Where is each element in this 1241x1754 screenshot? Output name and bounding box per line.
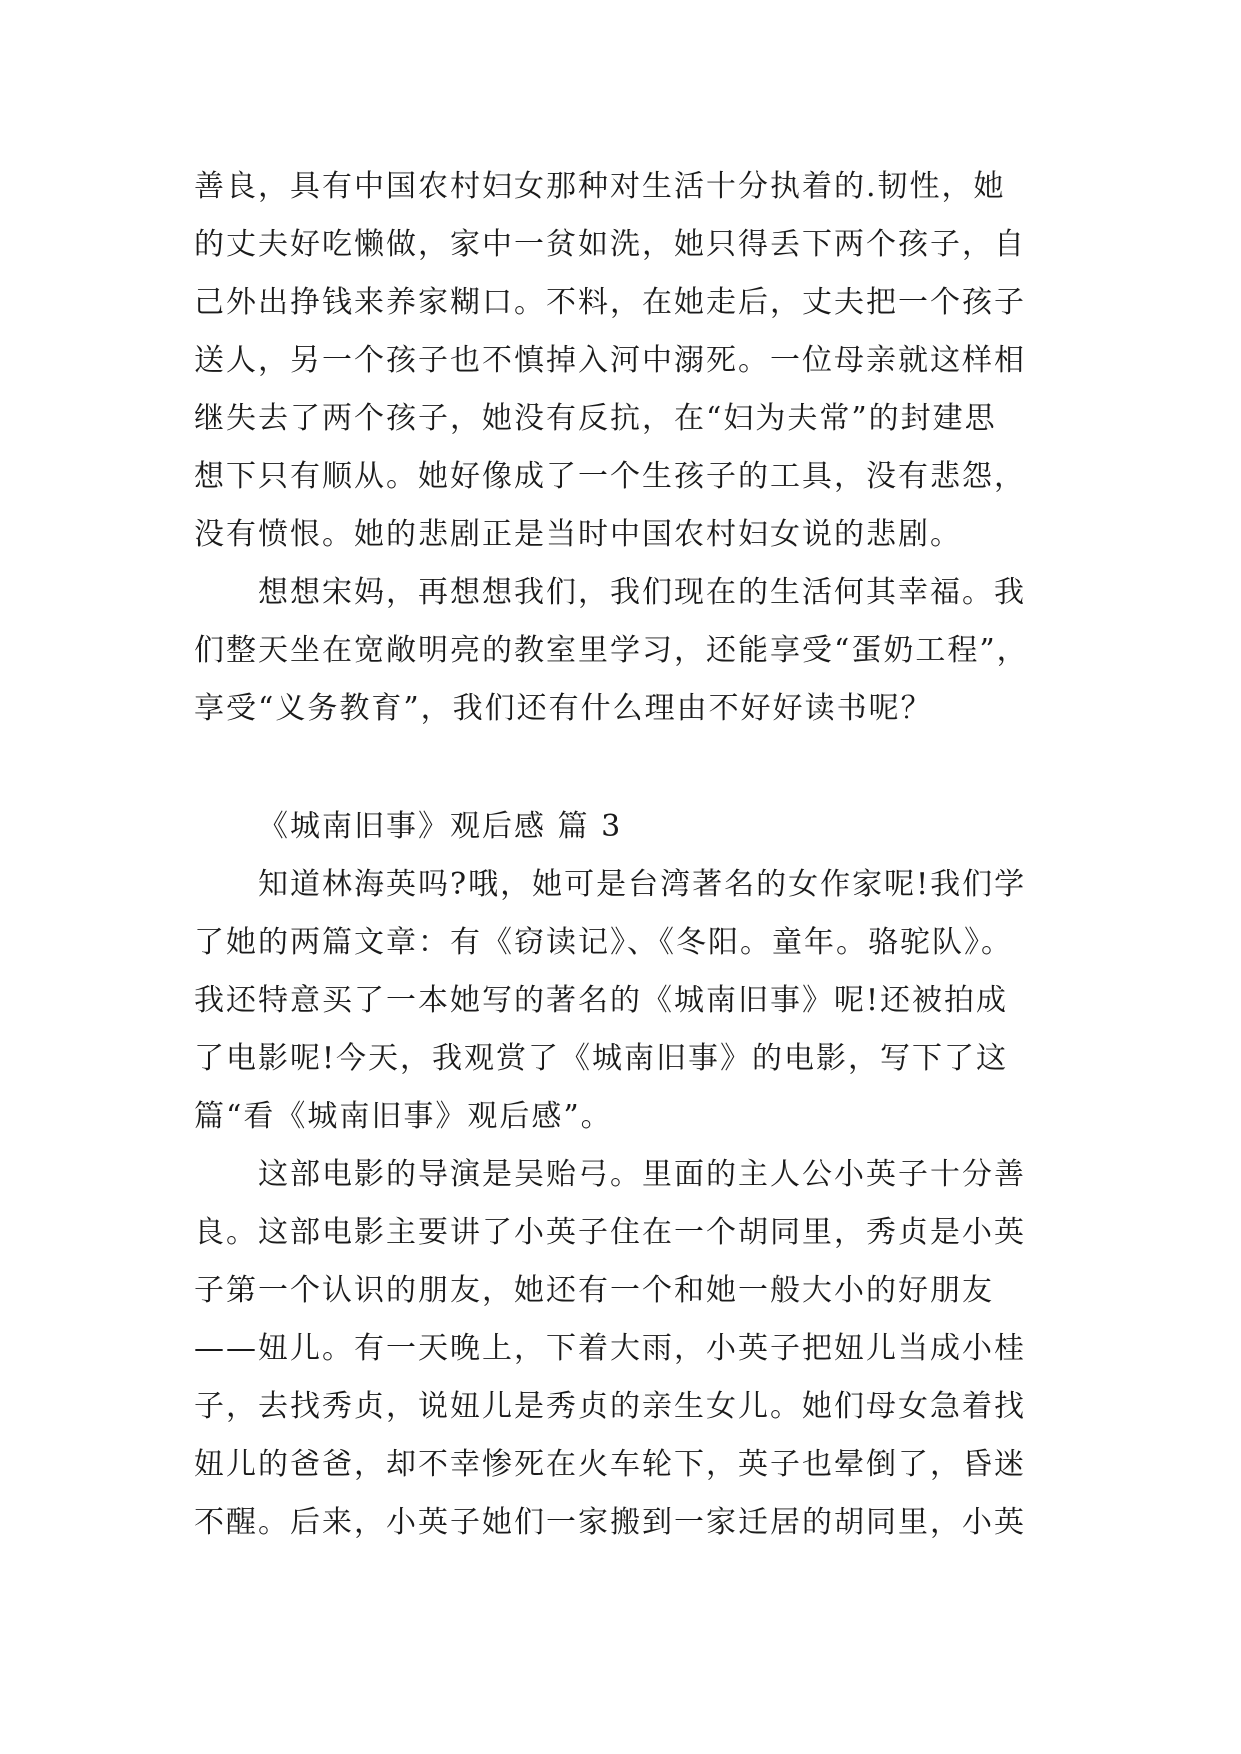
text-line: 了电影呢!今天，我观赏了《城南旧事》的电影，写下了这 xyxy=(194,1041,1009,1076)
text-line: 继失去了两个孩子，她没有反抗，在“妇为夫常”的封建思 xyxy=(194,401,997,436)
text-line: ——妞儿。有一天晚上，下着大雨，小英子把妞儿当成小桂 xyxy=(194,1331,1026,1366)
body-text-block-2 xyxy=(194,856,1054,1552)
text-line: 子第一个认识的朋友，她还有一个和她一般大小的好朋友 xyxy=(194,1273,994,1308)
text-line: 送人，另一个孩子也不慎掉入河中溺死。一位母亲就这样相 xyxy=(194,343,1026,378)
text-line: 良。这部电影主要讲了小英子住在一个胡同里，秀贞是小英 xyxy=(194,1215,1026,1250)
text-line: 想想宋妈，再想想我们，我们现在的生活何其幸福。我 xyxy=(194,575,1026,610)
text-line: 想下只有顺从。她好像成了一个生孩子的工具，没有悲怨， xyxy=(194,459,1026,494)
text-line: 妞儿的爸爸，却不幸惨死在火车轮下，英子也晕倒了，昏迷 xyxy=(194,1447,1026,1482)
body-text-block-1 xyxy=(194,158,1054,738)
text-line: 我还特意买了一本她写的著名的《城南旧事》呢!还被拍成 xyxy=(194,983,1009,1018)
text-line: 的丈夫好吃懒做，家中一贫如洗，她只得丢下两个孩子，自 xyxy=(194,227,1026,262)
text-line: 子，去找秀贞，说妞儿是秀贞的亲生女儿。她们母女急着找 xyxy=(194,1389,1026,1424)
text-line: 篇“看《城南旧事》观后感”。 xyxy=(194,1099,613,1134)
text-line: 知道林海英吗?哦，她可是台湾著名的女作家呢!我们学 xyxy=(194,867,1027,902)
text-line: 享受“义务教育”，我们还有什么理由不好好读书呢？ xyxy=(194,691,933,726)
text-line: 不醒。后来，小英子她们一家搬到一家迁居的胡同里，小英 xyxy=(194,1505,1026,1540)
text-line: 这部电影的导演是吴贻弓。里面的主人公小英子十分善 xyxy=(194,1157,1026,1192)
text-line: 己外出挣钱来养家糊口。不料，在她走后，丈夫把一个孩子 xyxy=(194,285,1026,320)
text-line: 善良，具有中国农村妇女那种对生活十分执着的.韧性，她 xyxy=(194,169,1006,204)
section-heading: 《城南旧事》观后感 篇 3 xyxy=(258,809,623,844)
text-line: 了她的两篇文章：有《窃读记》、《冬阳。童年。骆驼队》。 xyxy=(194,925,1013,960)
text-line: 没有愤恨。她的悲剧正是当时中国农村妇女说的悲剧。 xyxy=(194,517,962,552)
text-line: 们整天坐在宽敞明亮的教室里学习，还能享受“蛋奶工程”， xyxy=(194,633,1029,668)
